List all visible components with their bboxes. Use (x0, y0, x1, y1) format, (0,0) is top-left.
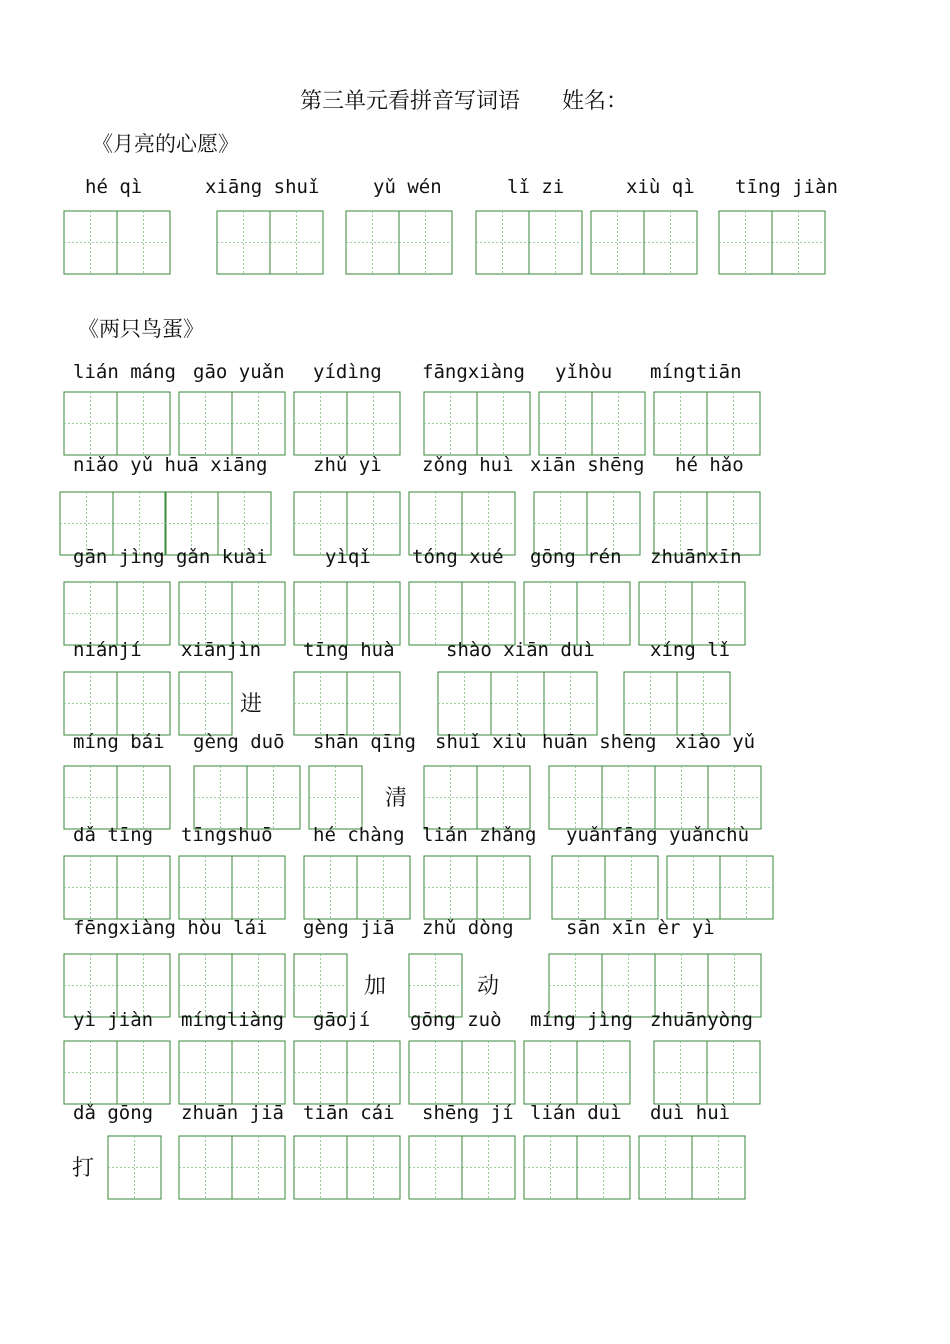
writing-grid[interactable] (178, 671, 233, 736)
writing-grid[interactable] (423, 765, 531, 830)
pinyin-label: lián duì (530, 1102, 622, 1124)
pinyin-label: gèng jiā (303, 917, 395, 939)
writing-grid[interactable] (63, 581, 171, 646)
pinyin-label: xiào yǔ (675, 731, 756, 753)
writing-grid[interactable] (178, 1040, 286, 1105)
pinyin-label: zhǔ yì (313, 454, 382, 476)
writing-grid[interactable] (548, 765, 762, 830)
pinyin-label: yì jiàn (73, 1009, 154, 1031)
given-character: 动 (477, 974, 500, 999)
pinyin-label: yìqǐ (325, 546, 371, 568)
pinyin-label: shān qīng (313, 731, 416, 753)
given-character: 清 (385, 786, 408, 811)
pinyin-label: fāngxiàng (422, 361, 525, 383)
given-character: 打 (72, 1156, 95, 1181)
writing-grid[interactable] (638, 581, 746, 646)
writing-grid[interactable] (63, 391, 171, 456)
pinyin-label: xiù qì (626, 176, 695, 198)
pinyin-label: yǐhòu (555, 361, 613, 383)
pinyin-label: xíng lǐ (650, 639, 731, 661)
pinyin-label: míngtiān (650, 361, 742, 383)
lesson-title-two-eggs: 《两只鸟蛋》 (78, 317, 204, 341)
pinyin-label: tīngshuō (181, 824, 273, 846)
writing-grid[interactable] (653, 1040, 761, 1105)
pinyin-label: shào xiān duì (446, 639, 595, 661)
writing-grid[interactable] (293, 391, 401, 456)
pinyin-label: yuǎnfāng yuǎnchù (566, 824, 750, 846)
worksheet-title: 第三单元看拼音写词语 姓名： (300, 89, 628, 114)
pinyin-label: shuǐ xiù (435, 731, 527, 753)
writing-grid[interactable] (423, 391, 531, 456)
pinyin-label: tīng huà (303, 639, 395, 661)
writing-grid[interactable] (408, 1040, 516, 1105)
writing-grid[interactable] (63, 671, 171, 736)
pinyin-label: niǎo yǔ huā xiāng (73, 454, 268, 476)
pinyin-label: tóng xué (412, 546, 504, 568)
pinyin-label: míngliàng (181, 1009, 284, 1031)
writing-grid[interactable] (590, 210, 698, 275)
writing-grid[interactable] (303, 855, 411, 920)
writing-grid[interactable] (475, 210, 583, 275)
writing-grid[interactable] (718, 210, 826, 275)
writing-grid[interactable] (437, 671, 598, 736)
writing-grid[interactable] (666, 855, 774, 920)
pinyin-label: hé chàng (313, 824, 405, 846)
given-character: 进 (240, 692, 263, 717)
writing-grid[interactable] (63, 855, 171, 920)
writing-grid[interactable] (293, 581, 401, 646)
writing-grid[interactable] (178, 1135, 286, 1200)
writing-grid[interactable] (538, 391, 646, 456)
writing-grid[interactable] (178, 855, 286, 920)
pinyin-label: zhuānxīn (650, 546, 742, 568)
writing-grid[interactable] (408, 1135, 516, 1200)
writing-grid[interactable] (623, 671, 731, 736)
pinyin-label: yídìng (313, 361, 382, 383)
writing-grid[interactable] (408, 581, 516, 646)
pinyin-label: shēng jí (422, 1102, 514, 1124)
writing-grid[interactable] (523, 1040, 631, 1105)
pinyin-label: dǎ tīng (73, 824, 154, 846)
pinyin-label: zhuānyòng (650, 1009, 753, 1031)
pinyin-label: míng bái (73, 731, 165, 753)
writing-grid[interactable] (523, 1135, 631, 1200)
writing-grid[interactable] (216, 210, 324, 275)
writing-grid[interactable] (423, 855, 531, 920)
pinyin-label: huān shēng (542, 731, 657, 753)
pinyin-label: hé qì (85, 176, 143, 198)
pinyin-label: duì huì (650, 1102, 731, 1124)
pinyin-label: gān jìng gǎn kuài (73, 546, 268, 568)
pinyin-label: gāojí (313, 1009, 371, 1031)
pinyin-label: dǎ gōng (73, 1102, 154, 1124)
writing-grid[interactable] (638, 1135, 746, 1200)
writing-grid[interactable] (523, 581, 631, 646)
pinyin-label: gāo yuǎn (193, 361, 285, 383)
pinyin-label: sān xīn èr yì (566, 917, 715, 939)
pinyin-label: zǒng huì (422, 454, 514, 476)
writing-grid[interactable] (193, 765, 301, 830)
pinyin-label: hé hǎo (675, 454, 744, 476)
pinyin-label: yǔ wén (373, 176, 442, 198)
pinyin-label: xiānjìn (181, 639, 262, 661)
writing-grid[interactable] (293, 1135, 401, 1200)
writing-grid[interactable] (345, 210, 453, 275)
pinyin-label: gèng duō (193, 731, 285, 753)
writing-grid[interactable] (178, 581, 286, 646)
pinyin-label: gōng zuò (410, 1009, 502, 1031)
writing-grid[interactable] (293, 1040, 401, 1105)
pinyin-label: gōng rén (530, 546, 622, 568)
pinyin-label: xiāng shuǐ (205, 176, 320, 198)
pinyin-label: míng jìng (530, 1009, 633, 1031)
writing-grid[interactable] (293, 671, 401, 736)
writing-grid[interactable] (107, 1135, 162, 1200)
writing-grid[interactable] (178, 391, 286, 456)
writing-grid[interactable] (653, 391, 761, 456)
pinyin-label: zhǔ dòng (422, 917, 514, 939)
lesson-title-moon-wish: 《月亮的心愿》 (92, 132, 239, 156)
pinyin-label: tiān cái (303, 1102, 395, 1124)
pinyin-label: lián zhǎng (422, 824, 537, 846)
writing-grid[interactable] (308, 765, 363, 830)
pinyin-label: niánjí (73, 639, 142, 661)
pinyin-label: zhuān jiā (181, 1102, 284, 1124)
given-character: 加 (364, 974, 387, 999)
pinyin-label: lián máng (73, 361, 176, 383)
writing-grid[interactable] (63, 765, 171, 830)
pinyin-label: fēngxiàng hòu lái (73, 917, 268, 939)
pinyin-label: xiān shēng (530, 454, 645, 476)
writing-grid[interactable] (63, 210, 171, 275)
writing-grid[interactable] (63, 1040, 171, 1105)
writing-grid[interactable] (551, 855, 659, 920)
pinyin-label: lǐ zi (507, 176, 565, 198)
pinyin-label: tīng jiàn (735, 176, 838, 198)
